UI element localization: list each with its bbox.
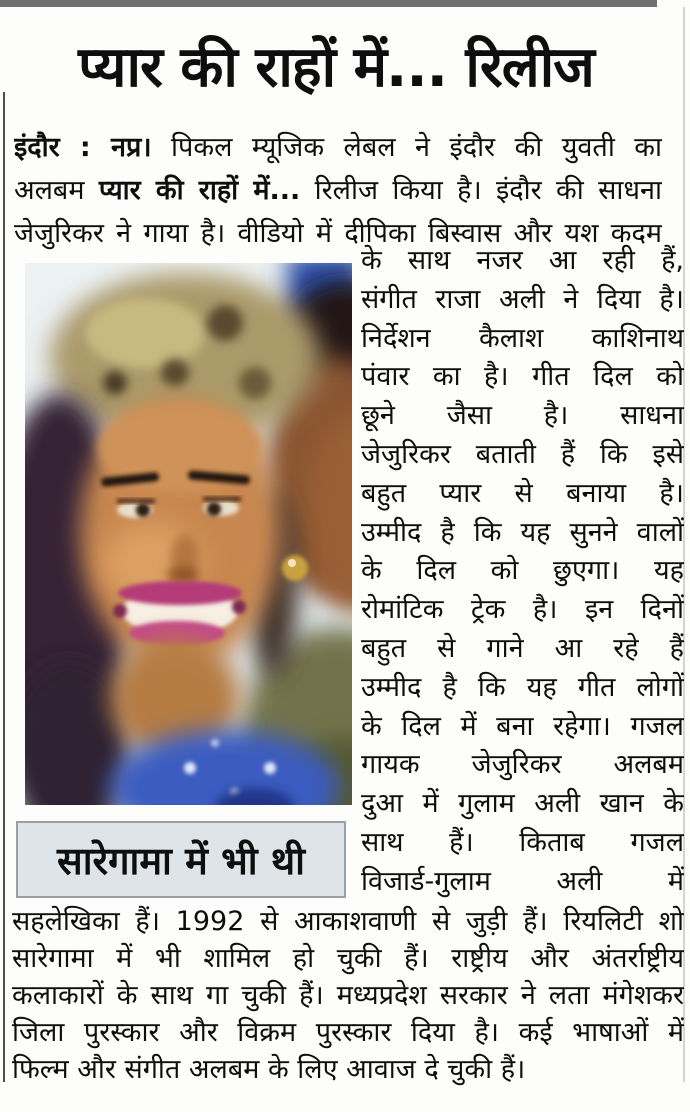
body-line: पंवार का है। गीत दिल को: [361, 361, 684, 393]
album-title: प्यार की राहों में...: [98, 175, 301, 206]
body-line: जिला पुरस्कार और विक्रम पुरस्कार दिया है। कई भाषाओं में: [12, 1017, 684, 1048]
body-line: जेजुरिकर बताती हैं कि इसे: [361, 438, 684, 470]
body-line: उम्मीद है कि यह गीत लोगों: [361, 671, 684, 703]
body-line: कलाकारों के साथ गा चुकी हैं। मध्यप्रदेश सरकार ने लता मंगेशकर: [12, 980, 684, 1011]
intro-line: [14, 169, 662, 212]
body-line: के दिल को छुएगा। यह: [361, 555, 684, 587]
body-line: सारेगामा में भी शामिल हो चुकी हैं। राष्ट्रीय और अंतर्राष्ट्रीय: [12, 943, 684, 974]
body-line: रोमांटिक ट्रेक है। इन दिनों: [361, 594, 684, 626]
intro-paragraph: [14, 126, 662, 255]
subhead-box: [16, 821, 346, 898]
body-line: बहुत से गाने आ रहे हैं: [361, 632, 684, 664]
body-line: सहलेखिका हैं। 1992 से आकाशवाणी से जुड़ी हैं। रियलिटी शो: [12, 906, 684, 937]
intro-text: अलबम: [14, 175, 99, 206]
body-line: दुआ में गुलाम अली खान के: [361, 788, 684, 820]
article-photo: [25, 263, 352, 805]
intro-line: [14, 126, 662, 169]
body-line: फिल्म और संगीत अलबम के लिए आवाज दे चुकी हैं।: [12, 1054, 526, 1085]
body-line: निर्देशन कैलाश काशिनाथ: [361, 322, 684, 354]
dateline: इंदौर : नप्र।: [14, 132, 152, 163]
body-line: के दिल में बना रहेगा। गजल: [361, 710, 684, 742]
intro-line: जेजुरिकर ने गाया है। वीडियो में दीपिका बिस्वास और यश कदम: [14, 218, 662, 249]
article-headline: प्यार की राहों में... रिलीज: [78, 35, 594, 100]
body-line: गायक जेजुरिकर अलबम: [361, 749, 684, 781]
earring: [282, 555, 308, 581]
body-line: उम्मीद है कि यह सुनने वालों: [361, 516, 684, 548]
body-line: बहुत प्यार से बनाया है।: [361, 477, 684, 509]
body-line: साथ हैं। किताब गजल: [361, 826, 684, 858]
bottom-paragraph: [12, 903, 684, 1088]
body-line: छूने जैसा है। साधना: [361, 400, 684, 432]
body-line: के साथ नजर आ रही हैं,: [361, 245, 684, 276]
subhead-label: सारेगामा में भी थी: [57, 838, 305, 883]
top-edge-bar: [0, 0, 657, 7]
intro-text: पिकल म्यूजिक लेबल ने इंदौर की युवती का: [151, 132, 662, 163]
body-line: संगीत राजा अली ने दिया है।: [361, 283, 684, 315]
intro-text: रिलीज किया है। इंदौर की साधना: [300, 175, 662, 206]
body-line: विजार्ड-गुलाम अली में: [361, 865, 684, 897]
left-column-rule: [3, 92, 5, 1082]
singer-portrait-photo: [25, 263, 352, 805]
right-text-column: [361, 242, 684, 902]
